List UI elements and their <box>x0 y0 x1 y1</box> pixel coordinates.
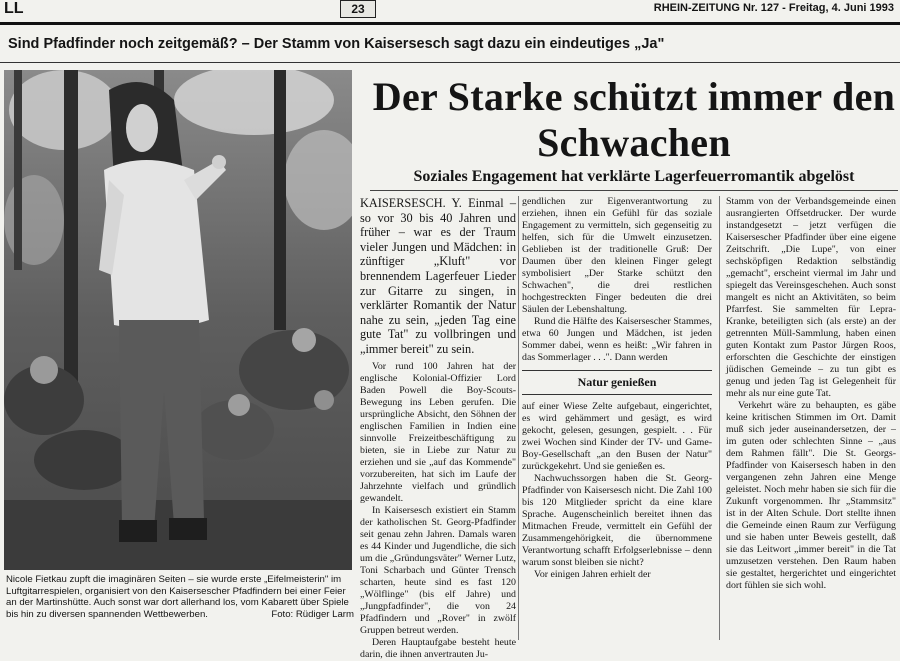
page-number: 23 <box>340 0 376 18</box>
photo-credit: Foto: Rüdiger Larm <box>271 608 354 620</box>
body-paragraph: Verkehrt wäre zu behaupten, es gäbe keine kritischen Stimmen im Ort. Damit muß sich jeder auseinandersetzen, der – im guten oder schlechten Sinne – „aus dem Rahmen fällt". Die St. Georgs-Pfadfinder von Kaisersesch haben in den vergangenen zehn Jahren eine Menge geleistet. Noch mehr haben sie sich für die Zukunft vorgenommen. Ihr „Stammsitz" ist in der Alten Schule. Dort stellte ihnen die Gemeinde einen Raum zur Verfügung und sie haben unter Beweis gestellt, daß sie das Leitwort „immer bereit" in die Tat umzusetzen verstehen. Den Raum haben sie gestaltet, hergerichtet und eingerichtet dort fühlen sie sich wohl. <box>726 400 896 591</box>
body-paragraph: Vor einigen Jahren erhielt der <box>534 569 651 580</box>
header-rule <box>0 22 900 25</box>
column-rule <box>518 196 519 640</box>
section-label: LL <box>4 0 24 17</box>
column-rule <box>719 196 720 640</box>
article-column-3 <box>726 196 896 592</box>
article-subheadline: Soziales Engagement hat verklärte Lagerfeuerromantik abgelöst <box>413 168 855 185</box>
body-paragraph: auf einer Wiese Zelte aufgebaut, eingerichtet, es wird gehämmert und gesägt, es wird gekocht, gelesen, gesungen, gespielt. . . Für zwei Wochen sind Kinder der TV- und Game-Boy-Gesellschaft „an den Busen der Natur" zurückgekehrt. Und sie genießen es. <box>522 401 712 472</box>
photo-caption <box>6 574 354 620</box>
section-subheading: Natur genießen <box>522 370 712 395</box>
body-paragraph: Deren Hauptaufgabe besteht heute darin, die ihnen anvertrauten Ju- <box>360 636 516 660</box>
kicker-rule <box>0 62 900 63</box>
article-photo <box>4 70 352 570</box>
article-column-2 <box>522 196 712 581</box>
photo-illustration <box>4 70 352 570</box>
body-paragraph: In Kaisersesch existiert ein Stamm der katholischen St. Georg-Pfadfinder seit genau zehn Jahren. Damals waren es 44 Kinder und Jugendliche, die sich um die „Gründungsväter" Werner Lutz, Toni Scharbach und Günter Trensch scharten, heute sind es fast 120 „Wölflinge" (bis elf Jahre) und „Jungpfadfinder", die von 24 Pfadfindern und „Rover" in zwölf Gruppen betreut werden. <box>360 504 516 636</box>
article-headline: Der Starke schützt immer den Schwachen <box>372 74 896 165</box>
masthead-info: RHEIN-ZEITUNG Nr. 127 - Freitag, 4. Juni 1993 <box>653 2 894 14</box>
article-column-1 <box>360 196 516 661</box>
body-paragraph: gendlichen zur Eigenverantwortung zu erziehen, ihnen ein Gefühl für das soziale Engagement zu vermitteln, sich gegenseitig zu helfen, sich für die Umwelt einzusetzen. Geblieben ist der traditionelle Gruß: Der Daumen über den kleinen Finger gelegt symbolisiert „Der Starke schützt den Schwachen", die drei restlichen hochgestreckten Finger bedeuten die drei Säulen der Lebenshaltung. <box>522 196 712 315</box>
body-paragraph: Nachwuchssorgen haben die St. Georg-Pfadfinder von Kaisersesch nicht. Die Zahl 100 bis 120 Mitglieder spricht da eine klare Sprache. Augenscheinlich bereitet ihnen das Mitmachen Freude, vermittelt ein Gefühl der Zusammengehörigkeit, die übernommene Verantwortung schafft Erfolgserlebnisse – denn warum sonst bleiben sie nicht? <box>522 473 712 568</box>
subheadline-rule <box>370 190 898 191</box>
body-paragraph: Rund die Hälfte des Kaisersescher Stammes, etwa 60 Jungen und Mädchen, ist jeden Sommer dabei, wenn es heißt: „Wir fahren in das Sommerlager . . .". Dann werden <box>522 316 712 363</box>
kicker-line: Sind Pfadfinder noch zeitgemäß? – Der Stamm von Kaisersesch sagt dazu ein eindeutiges „Ja" <box>8 36 665 52</box>
caption-text: Nicole Fietkau zupft die imaginären Seiten – sie wurde erste „Eifelmeisterin" im Luftgitarrespielen, organisiert von den Kaisersescher Pfadfindern bei einer Feier an der Martinshütte. Auch sonst war dort allerhand los, vom Kabarett über Spiele bis hin zu diversen spannenden Wettbewerben. <box>6 574 349 620</box>
body-paragraph: Vor rund 100 Jahren hat der englische Kolonial-Offizier Lord Baden Powell die Boy-Scouts-Bewegung ins Leben gerufen. Die ursprüngliche Absicht, den Söhnen der englischen Familien in Indien eine sinnvolle Freizeitbeschäftigung zu bieten, sie in Liebe zur Natur zu erziehen und sie „auf das Kommende" vorzubereiten, hat sich im Laufe der Jahrzehnte vielfach und gründlich gewandelt. <box>360 360 516 504</box>
lead-paragraph: KAISERSESCH. Y. Einmal – so vor 30 bis 40 Jahren und früher – war es der Traum vieler Jungen und Mädchen: in zünftiger „Kluft" vor brennendem Lagerfeuer Lieder zur Gitarre zu singen, in verklärter Romantik der Natur nahe zu sein, „jeden Tag eine gute Tat" zu vollbringen und „immer bereit" zu sein. <box>360 196 516 356</box>
body-paragraph: Stamm von der Verbandsgemeinde einen ausrangierten Offsetdrucker. Der wurde instandgesetzt – jetzt verfügen die Kaisersescher Pfadfinder über eine eigene Zeitschrift. „Die Lupe", von einer sechsköpfigen Redaktion selbständig „gemacht", erscheint viermal im Jahr und spiegelt das Vereinsgeschehen. Auch sonst mangelt es nicht an Aktivitäten, so beim Pfarrfest. Sie sammelten für Lepra-Kranke, beteiligten sich (als erste) an der getrennten Müll-Sammlung, haben einen guten Kontakt zum Pastor Jürgen Roos, erforschten die Geschichte der einstigen jüdischen Gemeinde – zu tun gibt es genug und jeden Tag ist Gelegenheit für mehr als nur eine gute Tat. <box>726 196 896 399</box>
